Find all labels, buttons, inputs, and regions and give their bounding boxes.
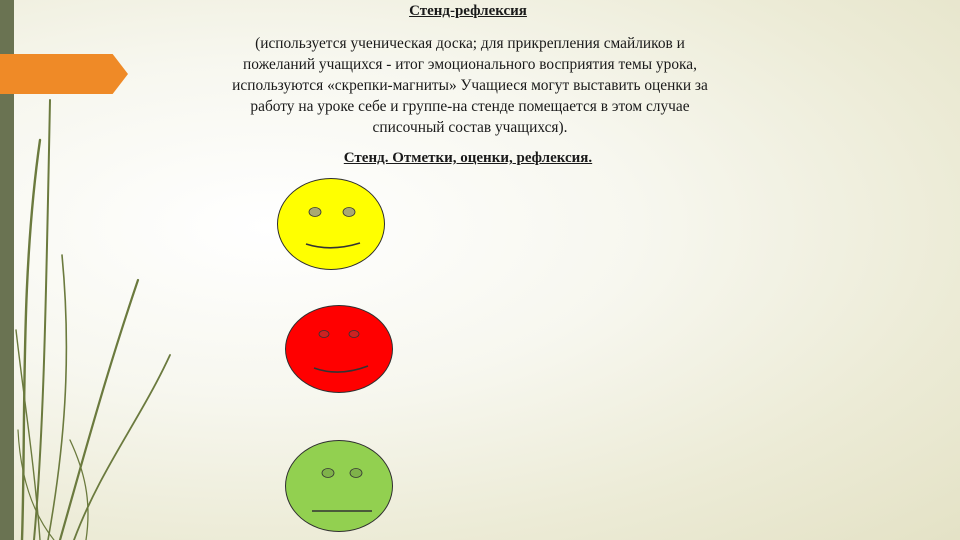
- left-eye: [322, 469, 334, 478]
- slide-subtitle: Стенд. Отметки, оценки, рефлексия.: [343, 150, 593, 166]
- right-eye: [350, 469, 362, 478]
- mouth: [314, 366, 368, 372]
- orange-arrow-accent: [0, 54, 128, 94]
- smiley-red-features: [286, 306, 392, 392]
- left-eye: [319, 331, 329, 338]
- right-eye: [349, 331, 359, 338]
- right-eye: [343, 208, 355, 217]
- slide-description: (используется ученическая доска; для прикрепления смайликов и пожеланий учащихся - итог эмоционального восприятия темы урока, используются «скрепки-магниты» Учащиеся могут выставить оценки за работу на уроке себе и группе-на стенде помещается в этом случае списочный состав учащихся).: [232, 35, 708, 136]
- smiley-face-yellow: [277, 178, 385, 270]
- mouth: [306, 243, 360, 248]
- smiley-green-features: [286, 441, 392, 531]
- slide-title: Стенд-рефлексия: [409, 3, 527, 19]
- smiley-yellow-features: [278, 179, 384, 269]
- left-eye: [309, 208, 321, 217]
- smiley-face-red: [285, 305, 393, 393]
- smiley-face-green: [285, 440, 393, 532]
